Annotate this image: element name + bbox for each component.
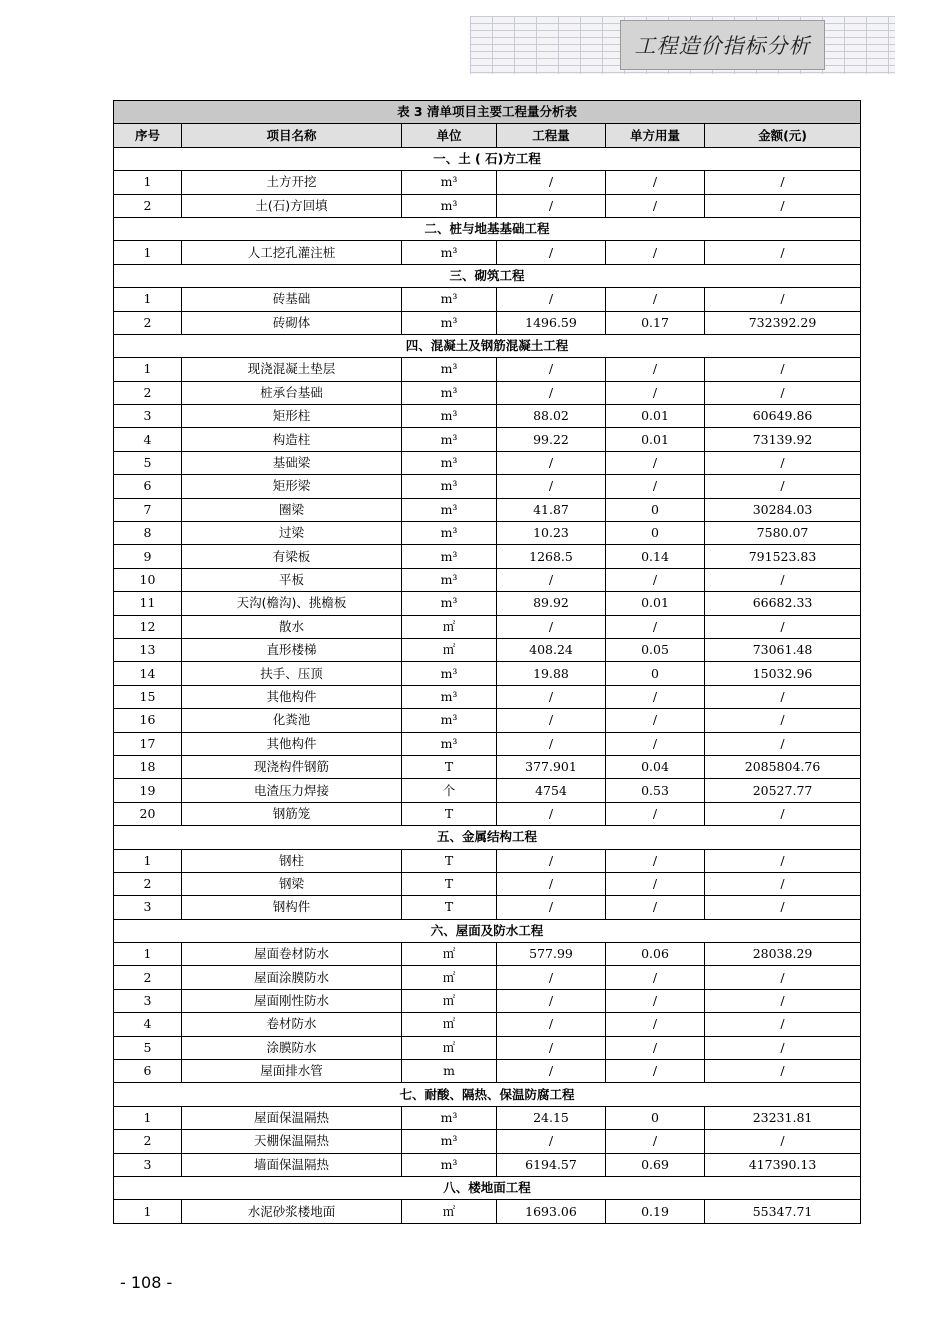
- quantity-analysis-table: [113, 100, 861, 1224]
- cell-unit: m³: [402, 522, 497, 545]
- table-row: [114, 872, 861, 895]
- cell-unit: m³: [402, 405, 497, 428]
- table-row: [114, 709, 861, 732]
- cell-quantity: 89.92: [497, 592, 606, 615]
- cell-amount: /: [705, 896, 861, 919]
- table-row: [114, 638, 861, 661]
- cell-item-name: 人工挖孔灌注桩: [182, 241, 402, 264]
- cell-quantity: 577.99: [497, 943, 606, 966]
- cell-quantity: 10.23: [497, 522, 606, 545]
- cell-item-name: 屋面卷材防水: [182, 943, 402, 966]
- cell-quantity: /: [497, 381, 606, 404]
- section-row: [114, 1083, 861, 1106]
- cell-quantity: /: [497, 475, 606, 498]
- section-row: [114, 826, 861, 849]
- section-title: 二、桩与地基基础工程: [114, 217, 861, 240]
- cell-unit-usage: 0.17: [606, 311, 705, 334]
- table-row: [114, 896, 861, 919]
- cell-quantity: /: [497, 358, 606, 381]
- cell-index: 13: [114, 638, 182, 661]
- cell-item-name: 电渣压力焊接: [182, 779, 402, 802]
- table-row: [114, 381, 861, 404]
- cell-unit: m³: [402, 732, 497, 755]
- cell-item-name: 土方开挖: [182, 171, 402, 194]
- cell-amount: /: [705, 241, 861, 264]
- table-row: [114, 1106, 861, 1129]
- cell-index: 1: [114, 849, 182, 872]
- cell-index: 5: [114, 451, 182, 474]
- table-row: [114, 849, 861, 872]
- cell-item-name: 现浇构件钢筋: [182, 755, 402, 778]
- cell-amount: /: [705, 1013, 861, 1036]
- cell-item-name: 屋面保温隔热: [182, 1106, 402, 1129]
- header-title: 工程造价指标分析: [634, 34, 811, 58]
- cell-unit: m³: [402, 498, 497, 521]
- cell-index: 3: [114, 989, 182, 1012]
- cell-amount: 28038.29: [705, 943, 861, 966]
- table-row: [114, 241, 861, 264]
- cell-unit-usage: /: [606, 171, 705, 194]
- cell-index: 2: [114, 872, 182, 895]
- cell-unit: ㎡: [402, 1200, 497, 1223]
- cell-amount: /: [705, 381, 861, 404]
- cell-quantity: /: [497, 615, 606, 638]
- section-row: [114, 334, 861, 357]
- cell-item-name: 水泥砂浆楼地面: [182, 1200, 402, 1223]
- cell-item-name: 屋面刚性防水: [182, 989, 402, 1012]
- cell-quantity: /: [497, 896, 606, 919]
- section-row: [114, 264, 861, 287]
- cell-index: 7: [114, 498, 182, 521]
- cell-index: 1: [114, 1200, 182, 1223]
- cell-index: 15: [114, 685, 182, 708]
- cell-unit: 个: [402, 779, 497, 802]
- cell-quantity: /: [497, 802, 606, 825]
- table-row: [114, 989, 861, 1012]
- cell-unit: m³: [402, 545, 497, 568]
- table-row: [114, 498, 861, 521]
- cell-unit-usage: /: [606, 568, 705, 591]
- cell-amount: 66682.33: [705, 592, 861, 615]
- cell-unit-usage: /: [606, 194, 705, 217]
- table-row: [114, 358, 861, 381]
- cell-index: 20: [114, 802, 182, 825]
- table-row: [114, 194, 861, 217]
- cell-quantity: 1693.06: [497, 1200, 606, 1223]
- table-row: [114, 405, 861, 428]
- cell-index: 1: [114, 288, 182, 311]
- cell-unit: ㎡: [402, 615, 497, 638]
- cell-quantity: /: [497, 966, 606, 989]
- table-row: [114, 662, 861, 685]
- cell-quantity: /: [497, 1013, 606, 1036]
- cell-index: 3: [114, 896, 182, 919]
- cell-index: 2: [114, 311, 182, 334]
- section-title: 四、混凝土及钢筋混凝土工程: [114, 334, 861, 357]
- cell-amount: /: [705, 475, 861, 498]
- cell-amount: /: [705, 685, 861, 708]
- cell-index: 2: [114, 966, 182, 989]
- cell-unit-usage: 0.14: [606, 545, 705, 568]
- cell-amount: 7580.07: [705, 522, 861, 545]
- table-row: [114, 1153, 861, 1176]
- cell-item-name: 钢梁: [182, 872, 402, 895]
- cell-unit: m³: [402, 662, 497, 685]
- cell-item-name: 圈梁: [182, 498, 402, 521]
- table-row: [114, 732, 861, 755]
- section-title: 五、金属结构工程: [114, 826, 861, 849]
- cell-index: 5: [114, 1036, 182, 1059]
- cell-unit-usage: 0.01: [606, 405, 705, 428]
- cell-index: 14: [114, 662, 182, 685]
- cell-index: 11: [114, 592, 182, 615]
- cell-item-name: 有梁板: [182, 545, 402, 568]
- cell-unit: m³: [402, 451, 497, 474]
- cell-amount: /: [705, 849, 861, 872]
- section-row: [114, 217, 861, 240]
- cell-unit: ㎡: [402, 966, 497, 989]
- cell-unit: m³: [402, 241, 497, 264]
- table-row: [114, 311, 861, 334]
- cell-quantity: 6194.57: [497, 1153, 606, 1176]
- cell-amount: 732392.29: [705, 311, 861, 334]
- table-row: [114, 1060, 861, 1083]
- column-header: 序号: [114, 124, 182, 147]
- table-row: [114, 685, 861, 708]
- cell-unit-usage: 0: [606, 498, 705, 521]
- cell-unit-usage: /: [606, 849, 705, 872]
- cell-quantity: /: [497, 1036, 606, 1059]
- cell-unit-usage: /: [606, 709, 705, 732]
- cell-quantity: 377.901: [497, 755, 606, 778]
- cell-quantity: 41.87: [497, 498, 606, 521]
- cell-item-name: 现浇混凝土垫层: [182, 358, 402, 381]
- cell-quantity: /: [497, 732, 606, 755]
- cell-unit: m³: [402, 171, 497, 194]
- cell-quantity: /: [497, 288, 606, 311]
- cell-index: 2: [114, 194, 182, 217]
- cell-amount: 15032.96: [705, 662, 861, 685]
- table-caption-row: [114, 101, 861, 124]
- cell-unit-usage: 0.19: [606, 1200, 705, 1223]
- cell-unit-usage: 0.05: [606, 638, 705, 661]
- table-row: [114, 451, 861, 474]
- cell-unit-usage: /: [606, 732, 705, 755]
- cell-amount: 20527.77: [705, 779, 861, 802]
- cell-quantity: /: [497, 685, 606, 708]
- cell-quantity: 4754: [497, 779, 606, 802]
- cell-item-name: 散水: [182, 615, 402, 638]
- cell-item-name: 矩形梁: [182, 475, 402, 498]
- table-row: [114, 966, 861, 989]
- header-title-box: [620, 20, 825, 70]
- cell-quantity: 99.22: [497, 428, 606, 451]
- cell-item-name: 卷材防水: [182, 1013, 402, 1036]
- column-header: 单位: [402, 124, 497, 147]
- table-row: [114, 755, 861, 778]
- cell-index: 16: [114, 709, 182, 732]
- cell-index: 12: [114, 615, 182, 638]
- cell-unit-usage: 0.53: [606, 779, 705, 802]
- column-header: 项目名称: [182, 124, 402, 147]
- cell-item-name: 基础梁: [182, 451, 402, 474]
- cell-unit: T: [402, 755, 497, 778]
- cell-index: 18: [114, 755, 182, 778]
- section-title: 一、土 ( 石)方工程: [114, 147, 861, 170]
- cell-index: 3: [114, 405, 182, 428]
- cell-unit: m³: [402, 358, 497, 381]
- cell-unit: ㎡: [402, 1036, 497, 1059]
- cell-amount: 73061.48: [705, 638, 861, 661]
- cell-unit-usage: /: [606, 1036, 705, 1059]
- cell-item-name: 钢柱: [182, 849, 402, 872]
- cell-amount: /: [705, 288, 861, 311]
- cell-amount: /: [705, 802, 861, 825]
- section-row: [114, 147, 861, 170]
- cell-unit: T: [402, 872, 497, 895]
- cell-unit: T: [402, 896, 497, 919]
- cell-quantity: /: [497, 171, 606, 194]
- table-row: [114, 1036, 861, 1059]
- cell-unit: m³: [402, 592, 497, 615]
- cell-amount: /: [705, 989, 861, 1012]
- cell-index: 6: [114, 1060, 182, 1083]
- cell-unit: m³: [402, 709, 497, 732]
- cell-quantity: /: [497, 194, 606, 217]
- cell-unit: m³: [402, 288, 497, 311]
- cell-unit: ㎡: [402, 638, 497, 661]
- column-header: 金额(元): [705, 124, 861, 147]
- table-row: [114, 568, 861, 591]
- cell-amount: 73139.92: [705, 428, 861, 451]
- cell-unit-usage: /: [606, 685, 705, 708]
- cell-unit-usage: /: [606, 896, 705, 919]
- cell-quantity: /: [497, 1130, 606, 1153]
- cell-amount: /: [705, 568, 861, 591]
- cell-amount: 30284.03: [705, 498, 861, 521]
- cell-unit: T: [402, 849, 497, 872]
- cell-unit-usage: 0: [606, 662, 705, 685]
- cell-unit: ㎡: [402, 989, 497, 1012]
- cell-quantity: 1496.59: [497, 311, 606, 334]
- cell-index: 9: [114, 545, 182, 568]
- cell-quantity: 88.02: [497, 405, 606, 428]
- cell-unit-usage: /: [606, 288, 705, 311]
- cell-quantity: 24.15: [497, 1106, 606, 1129]
- cell-unit-usage: 0.69: [606, 1153, 705, 1176]
- cell-amount: /: [705, 872, 861, 895]
- cell-quantity: /: [497, 849, 606, 872]
- cell-amount: /: [705, 451, 861, 474]
- cell-unit-usage: /: [606, 966, 705, 989]
- cell-unit: m³: [402, 475, 497, 498]
- column-header: 单方用量: [606, 124, 705, 147]
- table-row: [114, 475, 861, 498]
- cell-unit: ㎡: [402, 943, 497, 966]
- cell-unit: m³: [402, 194, 497, 217]
- cell-quantity: /: [497, 1060, 606, 1083]
- cell-amount: /: [705, 358, 861, 381]
- cell-unit-usage: /: [606, 1013, 705, 1036]
- cell-item-name: 直形楼梯: [182, 638, 402, 661]
- cell-unit-usage: 0.06: [606, 943, 705, 966]
- cell-unit-usage: /: [606, 615, 705, 638]
- cell-item-name: 屋面涂膜防水: [182, 966, 402, 989]
- cell-quantity: 1268.5: [497, 545, 606, 568]
- cell-unit-usage: /: [606, 475, 705, 498]
- cell-amount: 417390.13: [705, 1153, 861, 1176]
- cell-index: 1: [114, 943, 182, 966]
- cell-item-name: 砖基础: [182, 288, 402, 311]
- table-row: [114, 1200, 861, 1223]
- cell-quantity: /: [497, 872, 606, 895]
- table-row: [114, 545, 861, 568]
- cell-item-name: 砖砌体: [182, 311, 402, 334]
- cell-quantity: 408.24: [497, 638, 606, 661]
- cell-item-name: 钢构件: [182, 896, 402, 919]
- cell-unit-usage: 0.01: [606, 592, 705, 615]
- cell-item-name: 扶手、压顶: [182, 662, 402, 685]
- cell-quantity: 19.88: [497, 662, 606, 685]
- page-number: - 108 -: [120, 1273, 173, 1292]
- section-row: [114, 919, 861, 942]
- cell-amount: /: [705, 194, 861, 217]
- cell-quantity: /: [497, 989, 606, 1012]
- table-row: [114, 522, 861, 545]
- cell-item-name: 天沟(檐沟)、挑檐板: [182, 592, 402, 615]
- table-row: [114, 943, 861, 966]
- cell-amount: /: [705, 615, 861, 638]
- cell-unit: m³: [402, 685, 497, 708]
- table-row: [114, 802, 861, 825]
- cell-amount: 60649.86: [705, 405, 861, 428]
- cell-index: 4: [114, 428, 182, 451]
- table-row: [114, 1130, 861, 1153]
- cell-unit-usage: 0.01: [606, 428, 705, 451]
- cell-index: 1: [114, 358, 182, 381]
- section-row: [114, 1176, 861, 1199]
- cell-index: 1: [114, 171, 182, 194]
- cell-amount: /: [705, 171, 861, 194]
- cell-quantity: /: [497, 709, 606, 732]
- cell-item-name: 天棚保温隔热: [182, 1130, 402, 1153]
- cell-unit: m: [402, 1060, 497, 1083]
- cell-unit-usage: /: [606, 802, 705, 825]
- table-row: [114, 779, 861, 802]
- cell-amount: 23231.81: [705, 1106, 861, 1129]
- cell-amount: /: [705, 1036, 861, 1059]
- section-title: 八、楼地面工程: [114, 1176, 861, 1199]
- cell-unit: m³: [402, 428, 497, 451]
- cell-item-name: 化粪池: [182, 709, 402, 732]
- cell-item-name: 钢筋笼: [182, 802, 402, 825]
- cell-unit-usage: /: [606, 1130, 705, 1153]
- cell-item-name: 过梁: [182, 522, 402, 545]
- cell-item-name: 桩承台基础: [182, 381, 402, 404]
- cell-unit: T: [402, 802, 497, 825]
- table-header-row: [114, 124, 861, 147]
- cell-quantity: /: [497, 568, 606, 591]
- cell-quantity: /: [497, 451, 606, 474]
- cell-amount: /: [705, 966, 861, 989]
- cell-index: 19: [114, 779, 182, 802]
- cell-index: 3: [114, 1153, 182, 1176]
- cell-index: 17: [114, 732, 182, 755]
- cell-item-name: 屋面排水管: [182, 1060, 402, 1083]
- cell-index: 8: [114, 522, 182, 545]
- cell-unit-usage: 0: [606, 1106, 705, 1129]
- table-row: [114, 288, 861, 311]
- cell-amount: /: [705, 709, 861, 732]
- cell-unit: m³: [402, 381, 497, 404]
- cell-item-name: 矩形柱: [182, 405, 402, 428]
- cell-unit-usage: 0.04: [606, 755, 705, 778]
- cell-index: 2: [114, 1130, 182, 1153]
- cell-index: 6: [114, 475, 182, 498]
- cell-item-name: 墙面保温隔热: [182, 1153, 402, 1176]
- cell-unit: m³: [402, 1130, 497, 1153]
- section-title: 六、屋面及防水工程: [114, 919, 861, 942]
- cell-index: 1: [114, 1106, 182, 1129]
- column-header: 工程量: [497, 124, 606, 147]
- cell-unit-usage: /: [606, 872, 705, 895]
- cell-item-name: 涂膜防水: [182, 1036, 402, 1059]
- cell-unit-usage: /: [606, 241, 705, 264]
- cell-unit: ㎡: [402, 1013, 497, 1036]
- cell-unit: m³: [402, 568, 497, 591]
- cell-unit: m³: [402, 1153, 497, 1176]
- cell-index: 4: [114, 1013, 182, 1036]
- cell-index: 10: [114, 568, 182, 591]
- cell-unit-usage: 0: [606, 522, 705, 545]
- cell-unit-usage: /: [606, 358, 705, 381]
- cell-amount: /: [705, 732, 861, 755]
- cell-amount: 2085804.76: [705, 755, 861, 778]
- cell-amount: 55347.71: [705, 1200, 861, 1223]
- table-row: [114, 615, 861, 638]
- cell-unit-usage: /: [606, 381, 705, 404]
- cell-item-name: 平板: [182, 568, 402, 591]
- cell-amount: /: [705, 1130, 861, 1153]
- table-caption: 表 3 清单项目主要工程量分析表: [114, 101, 861, 124]
- cell-index: 1: [114, 241, 182, 264]
- section-title: 七、耐酸、隔热、保温防腐工程: [114, 1083, 861, 1106]
- cell-item-name: 其他构件: [182, 732, 402, 755]
- section-title: 三、砌筑工程: [114, 264, 861, 287]
- cell-unit: m³: [402, 1106, 497, 1129]
- table-row: [114, 428, 861, 451]
- table-row: [114, 1013, 861, 1036]
- cell-index: 2: [114, 381, 182, 404]
- cell-amount: 791523.83: [705, 545, 861, 568]
- cell-item-name: 其他构件: [182, 685, 402, 708]
- table-row: [114, 592, 861, 615]
- table-body: [114, 147, 861, 1223]
- cell-unit-usage: /: [606, 1060, 705, 1083]
- cell-item-name: 土(石)方回填: [182, 194, 402, 217]
- cell-unit: m³: [402, 311, 497, 334]
- cell-amount: /: [705, 1060, 861, 1083]
- cell-unit-usage: /: [606, 451, 705, 474]
- cell-quantity: /: [497, 241, 606, 264]
- cell-unit-usage: /: [606, 989, 705, 1012]
- table-row: [114, 171, 861, 194]
- cell-item-name: 构造柱: [182, 428, 402, 451]
